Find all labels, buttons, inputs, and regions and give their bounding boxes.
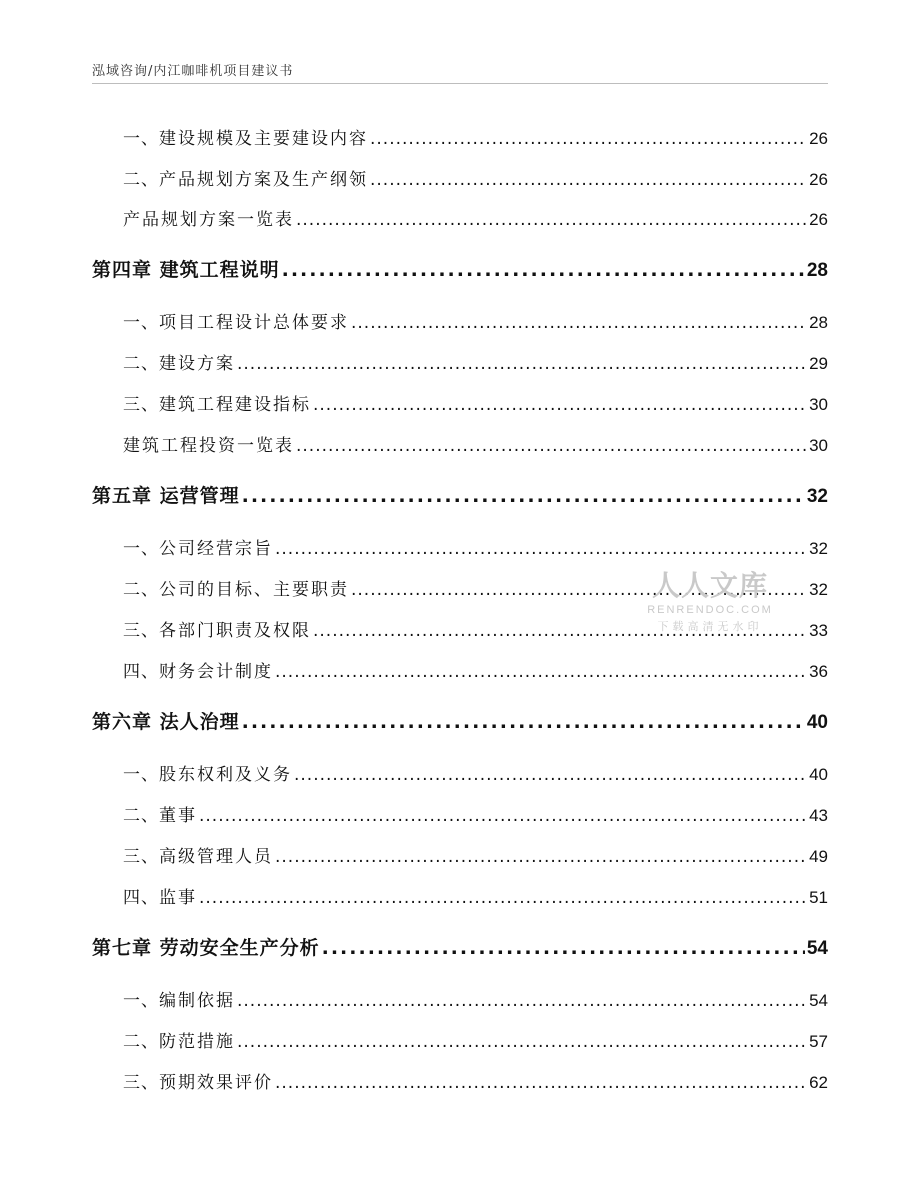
- toc-leader-dots: [282, 259, 805, 281]
- toc-entry-page: 29: [809, 354, 828, 373]
- toc-entry-label: 建筑工程建设指标: [159, 395, 311, 415]
- toc-chapter[interactable]: [92, 481, 828, 508]
- toc-entry-label: 建设规模及主要建设内容: [159, 129, 368, 149]
- toc-entry-label: 编制依据: [159, 991, 235, 1011]
- toc-entry[interactable]: [92, 1027, 828, 1052]
- toc-entry-label: 监事: [159, 888, 197, 908]
- toc-entry-number: 四、: [123, 888, 159, 908]
- toc-entry-number: 一、: [123, 539, 159, 559]
- toc-entry-label: 股东权利及义务: [159, 765, 292, 785]
- toc-entry[interactable]: [92, 883, 828, 908]
- toc-entry-number: 四、: [123, 662, 159, 682]
- toc-entry[interactable]: [92, 657, 828, 682]
- toc-leader-dots: [275, 847, 807, 867]
- toc-entry-label: 财务会计制度: [159, 662, 273, 682]
- toc-entry[interactable]: [92, 165, 828, 190]
- toc-entry-number: 二、: [123, 170, 159, 190]
- toc-chapter-label: 第五章 运营管理: [92, 485, 240, 507]
- toc-entry-number: 二、: [123, 580, 159, 600]
- toc-entry-number: 一、: [123, 313, 159, 333]
- toc-chapter-label: 第四章 建筑工程说明: [92, 259, 280, 281]
- toc-entry-page: 30: [809, 436, 828, 455]
- toc-entry[interactable]: [92, 349, 828, 374]
- toc-entry-page: 26: [809, 210, 828, 229]
- toc-leader-dots: [275, 662, 807, 682]
- toc-entry[interactable]: [92, 986, 828, 1011]
- toc-entry-label: 防范措施: [159, 1032, 235, 1052]
- toc-entry-page: 51: [809, 888, 828, 907]
- toc-leader-dots: [370, 129, 807, 149]
- toc-entry-label: 产品规划方案一览表: [123, 210, 294, 230]
- watermark-title: 人人文库: [651, 569, 768, 602]
- toc-entry-label: 董事: [159, 806, 197, 826]
- toc-entry[interactable]: [92, 1068, 828, 1093]
- toc-leader-dots: [296, 210, 807, 230]
- toc-leader-dots: [242, 711, 805, 733]
- toc-chapter-label: 第七章 劳动安全生产分析: [92, 937, 320, 959]
- watermark-site: RENRENDOC.COM: [647, 604, 773, 616]
- toc-entry-page: 62: [809, 1073, 828, 1092]
- toc-entry-label: 各部门职责及权限: [159, 621, 311, 641]
- toc-chapter-label: 第六章 法人治理: [92, 711, 240, 733]
- toc-chapter[interactable]: [92, 707, 828, 734]
- toc-entry[interactable]: [92, 431, 828, 456]
- toc-entry-label: 建筑工程投资一览表: [123, 436, 294, 456]
- toc-chapter-page: 40: [806, 712, 828, 733]
- toc-entry-number: 三、: [123, 395, 159, 415]
- toc-leader-dots: [275, 1073, 807, 1093]
- toc-chapter-page: 28: [806, 260, 828, 281]
- toc-entry[interactable]: [92, 760, 828, 785]
- toc-entry-page: 33: [809, 621, 828, 640]
- toc-entry-label: 项目工程设计总体要求: [159, 313, 349, 333]
- toc-leader-dots: [237, 1032, 807, 1052]
- toc-leader-dots: [351, 313, 807, 333]
- toc-chapter-page: 32: [806, 486, 828, 507]
- toc-entry-number: 二、: [123, 354, 159, 374]
- toc-entry-number: 二、: [123, 806, 159, 826]
- toc-entry[interactable]: [92, 801, 828, 826]
- toc-entry[interactable]: [92, 842, 828, 867]
- toc-leader-dots: [237, 991, 807, 1011]
- toc-entry-label: 预期效果评价: [159, 1073, 273, 1093]
- toc-leader-dots: [237, 354, 807, 374]
- toc-entry-label: 高级管理人员: [159, 847, 273, 867]
- toc-leader-dots: [199, 888, 807, 908]
- toc-entry-label: 产品规划方案及生产纲领: [159, 170, 368, 190]
- toc-leader-dots: [294, 765, 807, 785]
- toc-entry-page: 57: [809, 1032, 828, 1051]
- toc-chapter[interactable]: [92, 255, 828, 282]
- header-divider: [92, 83, 828, 84]
- toc-entry-page: 32: [809, 580, 828, 599]
- toc-entry-page: 49: [809, 847, 828, 866]
- toc-leader-dots: [296, 436, 807, 456]
- toc-entry-label: 建设方案: [159, 354, 235, 374]
- toc-entry-number: 一、: [123, 129, 159, 149]
- toc-entry-page: 43: [809, 806, 828, 825]
- toc-entry-page: 26: [809, 129, 828, 148]
- toc-leader-dots: [199, 806, 807, 826]
- toc-entry-label: 公司的目标、主要职责: [159, 580, 349, 600]
- toc-entry[interactable]: [92, 390, 828, 415]
- toc-entry-number: 二、: [123, 1032, 159, 1052]
- toc-leader-dots: [322, 937, 805, 959]
- toc-entry-page: 30: [809, 395, 828, 414]
- toc-entry-number: 三、: [123, 1073, 159, 1093]
- toc-entry[interactable]: [92, 308, 828, 333]
- toc-leader-dots: [242, 485, 805, 507]
- toc-entry-page: 28: [809, 313, 828, 332]
- watermark: [645, 564, 775, 634]
- watermark-caption: 下载高清无水印: [657, 620, 763, 633]
- toc-entry[interactable]: [92, 124, 828, 149]
- toc-entry[interactable]: [92, 534, 828, 559]
- toc-entry-page: 54: [809, 991, 828, 1010]
- toc-entry-number: 一、: [123, 991, 159, 1011]
- toc-entry-number: 三、: [123, 621, 159, 641]
- toc-leader-dots: [313, 395, 807, 415]
- toc-leader-dots: [275, 539, 807, 559]
- toc-leader-dots: [370, 170, 807, 190]
- running-header: 泓域咨询/内江咖啡机项目建议书: [92, 64, 294, 79]
- toc-chapter[interactable]: [92, 933, 828, 960]
- toc-chapter-page: 54: [806, 938, 828, 959]
- toc-entry-page: 26: [809, 170, 828, 189]
- toc-entry-number: 三、: [123, 847, 159, 867]
- toc-entry-page: 32: [809, 539, 828, 558]
- toc-entry-page: 40: [809, 765, 828, 784]
- toc-entry[interactable]: [92, 205, 828, 230]
- toc-entry-page: 36: [809, 662, 828, 681]
- toc-entry-label: 公司经营宗旨: [159, 539, 273, 559]
- toc-entry-number: 一、: [123, 765, 159, 785]
